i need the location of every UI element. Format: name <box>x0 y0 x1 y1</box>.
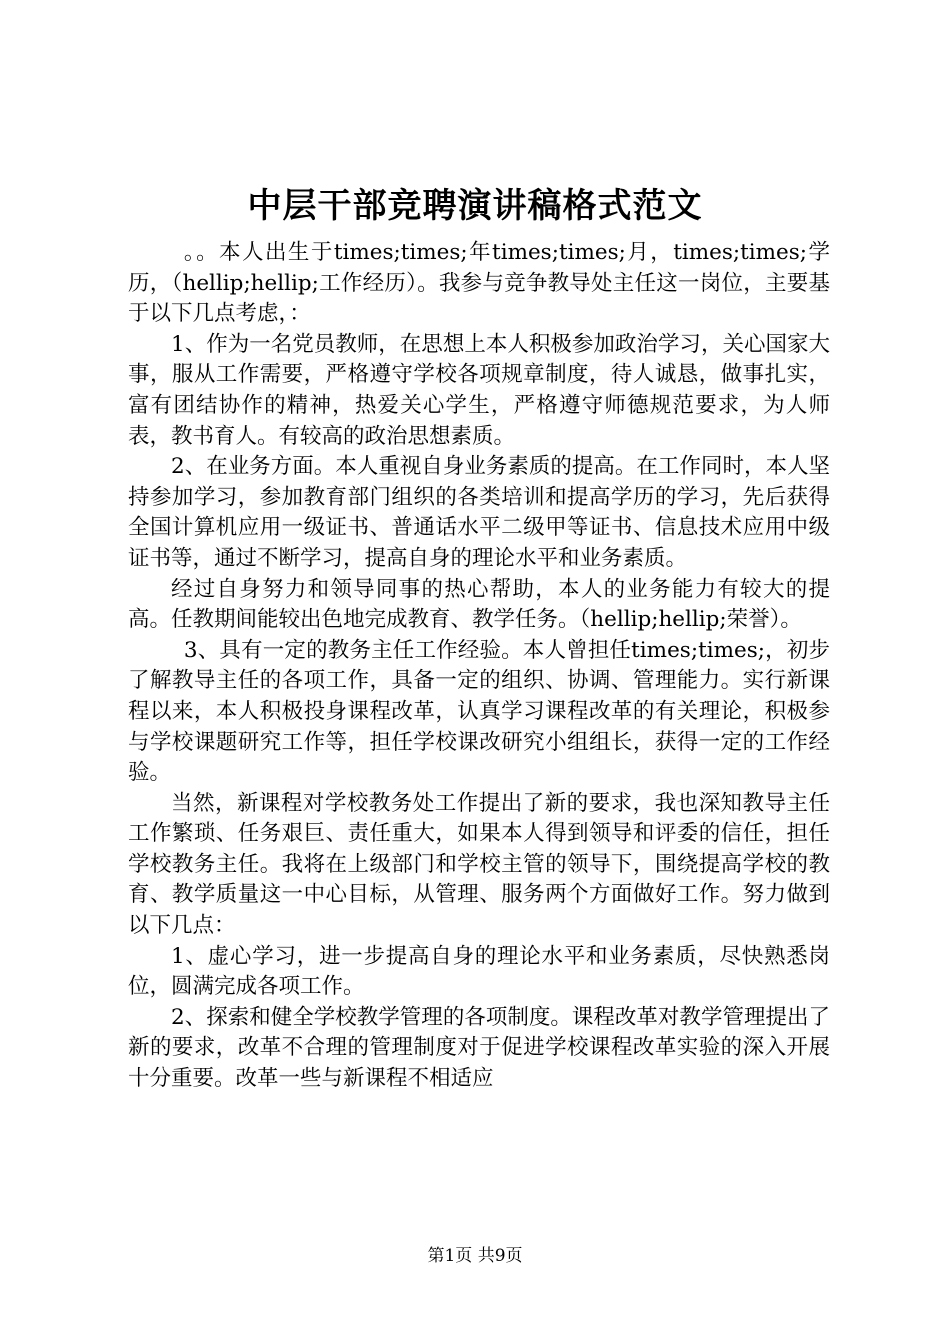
paragraph-plan-2: 2、探索和健全学校教学管理的各项制度。课程改革对教学管理提出了新的要求，改革不合理的管理制度对于促进学校课程改革实验的深入开展十分重要。改革一些与新课程不相适应 <box>128 1004 830 1092</box>
paragraph-achievements: 经过自身努力和领导同事的热心帮助，本人的业务能力有较大的提高。任教期间能较出色地完成教育、教学任务。（hellip;hellip;荣誉）。 <box>128 576 830 633</box>
paragraph-point-2: 2、在业务方面。本人重视自身业务素质的提高。在工作同时，本人坚持参加学习，参加教育部门组织的各类培训和提高学历的学习，先后获得全国计算机应用一级证书、普通话水平二级甲等证书、信息技术应用中级证书等，通过不断学习，提高自身的理论水平和业务素质。 <box>128 454 830 571</box>
document-title: 中层干部竞聘演讲稿格式范文 <box>247 186 703 226</box>
paragraph-point-1: 1、作为一名党员教师，在思想上本人积极参加政治学习，关心国家大事，服从工作需要，严格遵守学校各项规章制度，待人诚恳，做事扎实，富有团结协作的精神，热爱关心学生，严格遵守师德规范要求，为人师表，教书育人。有较高的政治思想素质。 <box>128 331 830 449</box>
page-footer: 第1页 共9页 <box>427 1246 523 1266</box>
paragraph-plan-intro: 当然，新课程对学校教务处工作提出了新的要求，我也深知教导主任工作繁琐、任务艰巨、责任重大，如果本人得到领导和评委的信任，担任学校教务主任。我将在上级部门和学校主管的领导下，围绕提高学校的教育、教学质量这一中心目标，从管理、服务两个方面做好工作。努力做到以下几点： <box>128 790 830 939</box>
paragraph-intro: 。。本人出生于times;times;年times;times;月，times;times;学历，（hellip;hellip;工作经历）。我参与竞争教导处主任这一岗位，主要基于以下几点考虑，： <box>128 240 830 327</box>
document-body <box>128 238 830 1095</box>
paragraph-point-3: 3、具有一定的教务主任工作经验。本人曾担任times;times;，初步了解教导主任的各项工作，具备一定的组织、协调、管理能力。实行新课程以来，本人积极投身课程改革，认真学习课程改革的有关理论，积极参与学校课题研究工作等，担任学校课改研究小组组长，获得一定的工作经验。 <box>128 637 830 786</box>
paragraph-plan-1: 1、虚心学习，进一步提高自身的理论水平和业务素质，尽快熟悉岗位，圆满完成各项工作。 <box>128 943 830 1000</box>
